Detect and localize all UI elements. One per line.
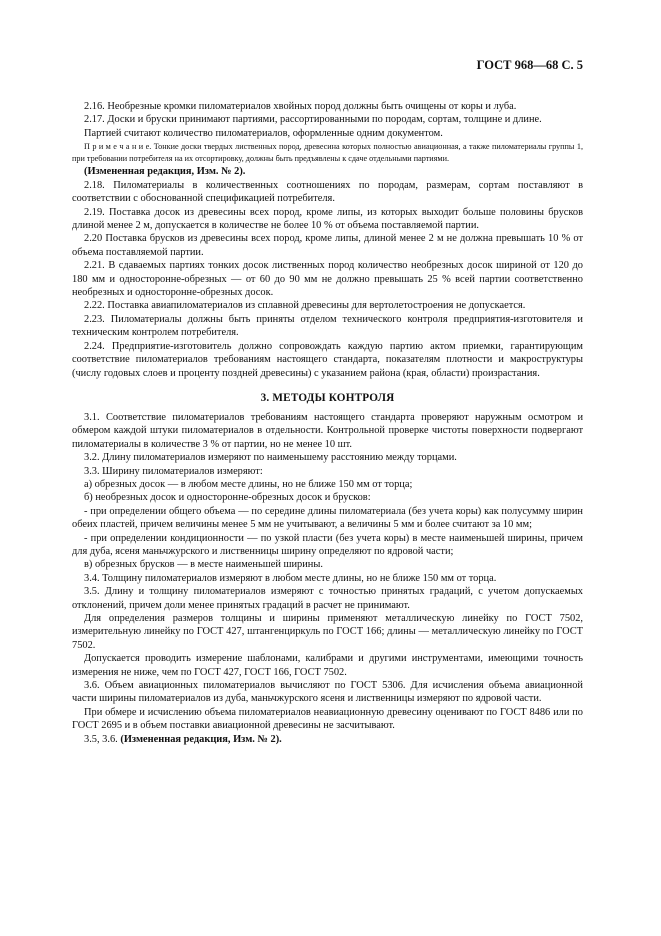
clause-3-6-volume: При обмере и исчислению объема пиломатериалов неавиационную древесину оценивают по ГОСТ 8486 или по ГОСТ 2695 и в объем поставки авиационной древесины не засчитывают.	[72, 706, 583, 732]
clause-3-3-c: в) обрезных брусков — в месте наименьшей ширины.	[84, 559, 323, 571]
revision-note-1: (Измененная редакция, Изм. № 2).	[84, 166, 246, 178]
clause-3-2: 3.2. Длину пиломатериалов измеряют по наименьшему расстоянию между торцами.	[84, 452, 457, 464]
clause-3-3-b-1: - при определении общего объема — по середине длины пиломатериала (без учета коры) как полусумму ширин обеих пластей, причем величины менее 5 мм не учитывают, а величины 5 мм и более считают за 10 мм;	[72, 505, 583, 531]
section-heading-3: 3. МЕТОДЫ КОНТРОЛЯ	[260, 391, 395, 404]
clause-2-17: 2.17. Доски и бруски принимают партиями, рассортированными по породам, сортам, толщине и длине.	[84, 114, 542, 126]
clause-2-23: 2.23. Пиломатериалы должны быть приняты отделом технического контроля предприятия-изготовителя и техническим контролем потребителя.	[72, 313, 583, 339]
clause-3-3: 3.3. Ширину пиломатериалов измеряют:	[84, 465, 263, 477]
clause-3-1: 3.1. Соответствие пиломатериалов требованиям настоящего стандарта проверяют наружным осмотром и обмером каждой штуки пиломатериалов в отдельности. Контрольной проверке чистоты поверхности подвергают пиломатериалы в количестве 3 % от партии, но не менее 10 шт.	[72, 411, 583, 450]
clause-2-16: 2.16. Необрезные кромки пиломатериалов хвойных пород должны быть очищены от коры и луба.	[84, 101, 517, 112]
document-page	[72, 58, 583, 746]
clause-3-5-alt: Допускается проводить измерение шаблонами, калибрами и другими инструментами, имеющими точность измерения не ниже, чем по ГОСТ 427, ГОСТ 166, ГОСТ 7502.	[72, 653, 583, 678]
clause-2-24: 2.24. Предприятие-изготовитель должно сопровождать каждую партию актом приемки, гарантирующим соответствие пиломатериалов требованиям настоящего стандарта, показателям плотности и макроструктуры (числу годовых слоев и проценту поздней древесины) с указанием района (края, области) произрастания.	[72, 340, 583, 379]
clause-3-3-b-2: - при определении кондиционности — по узкой пласти (без учета коры) в месте наименьшей ширины, причем для дуба, ясеня маньчжурского и лиственницы ширину определяют по ядровой части;	[72, 532, 583, 557]
page-header: ГОСТ 968—68 С. 5	[476, 58, 583, 72]
clause-3-4: 3.4. Толщину пиломатериалов измеряют в любом месте длины, но не ближе 150 мм от торца.	[84, 572, 497, 584]
clause-2-21: 2.21. В сдаваемых партиях тонких досок лиственных пород количество необрезных досок шириной от 120 до 180 мм и односторонне-обрезных — от 60 до 90 мм не должно превышать 25 % всей партии соответственно необрезных и односторонне-обрезных досок.	[72, 260, 583, 299]
note: П р и м е ч а н и е. Тонкие доски твердых лиственных пород, древесина которых полностью авиационная, а также пиломатериалы группы 1, при требовании потребителя на их отсортировку, должны быть предъявлены к сдаче отдельными партиями.	[72, 142, 583, 163]
clause-3-5: 3.5. Длину и толщину пиломатериалов измеряют с точностью принятых градаций, с учетом допускаемых отклонений, причем доли менее принятых градаций в расчет не принимают.	[72, 586, 583, 611]
clause-3-3-a: а) обрезных досок — в любом месте длины, но не ближе 150 мм от торца;	[84, 478, 413, 490]
clause-3-3-b: б) необрезных досок и односторонне-обрезных досок и брусков:	[84, 492, 371, 504]
clause-3-6: 3.6. Объем авиационных пиломатериалов вычисляют по ГОСТ 5306. Для исчисления объема авиационной части ширины пиломатериалов из дуба, маньчжурского ясеня и лиственницы измеряют по ядровой части.	[72, 680, 583, 705]
revision-note-2-text: (Измененная редакция, Изм. № 2).	[120, 733, 282, 745]
clause-3-5-tools: Для определения размеров толщины и ширины применяют металлическую линейку по ГОСТ 7502, измерительную линейку по ГОСТ 427, штангенциркуль по ГОСТ 166; длины — металлическую линейку по ГОСТ 7502.	[72, 613, 583, 651]
revision-note-2-prefix: 3.5, 3.6.	[84, 733, 121, 745]
clause-2-20: 2.20 Поставка брусков из древесины всех пород, кроме липы, длиной менее 2 м не должна превышать 10 % от объема поставляемой партии.	[72, 233, 583, 258]
clause-2-18: 2.18. Пиломатериалы в количественных соотношениях по породам, размерам, сортам поставляют в соответствии с обоснованной спецификацией потребителя.	[72, 179, 583, 205]
clause-2-17-batch: Партией считают количество пиломатериалов, оформленные одним документом.	[84, 127, 443, 139]
revision-note-2	[72, 733, 583, 746]
clause-2-19: 2.19. Поставка досок из древесины всех пород, кроме липы, из которых выходит больше половины брусков длиной менее 2 м, допускается в количестве не более 10 % от объема поставляемой партии.	[72, 206, 583, 232]
clause-2-22: 2.22. Поставка авиапиломатериалов из сплавной древесины для вертолетостроения не допускается.	[84, 300, 526, 312]
